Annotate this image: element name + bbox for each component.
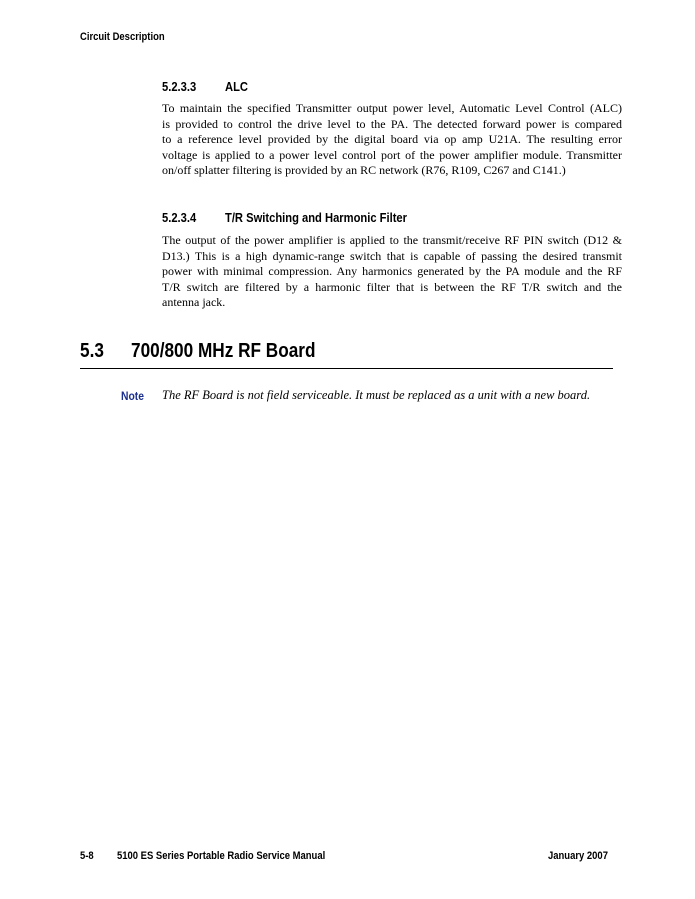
paragraph-line: on/off splatter filtering is provided by an RC network (R76, R109, C267 and C141.) [162,163,566,177]
paragraph-line: voltage is applied to a power level control port of the power amplifier module. Transmitter [162,147,622,162]
paragraph-line: D13.) This is a high dynamic-range switch that is capable of passing the desired transmit [162,248,622,263]
note-text: The RF Board is not field serviceable. It must be replaced as a unit with a new board. [162,388,591,402]
footer-date: January 2007 [548,850,608,862]
paragraph-line: power with minimal compression. Any harmonics generated by the PA module and the RF [162,264,622,278]
paragraph-line: To maintain the specified Transmitter output power level, Automatic Level Control (ALC) [162,101,622,115]
paragraph-line: is provided to control the drive level to the PA. The detected forward power is compared [162,116,622,131]
heading-rule [80,368,613,369]
paragraph-line: The output of the power amplifier is applied to the transmit/receive RF PIN switch (D12 & [162,233,622,247]
footer-page-number: 5-8 [80,850,94,862]
alc-paragraph [162,101,622,179]
running-header: Circuit Description [80,31,165,43]
note-label: Note [121,389,144,403]
footer-manual-title: 5100 ES Series Portable Radio Service Manual [117,850,326,862]
section-number-tr-switching: 5.2.3.4 [162,210,197,225]
section-number-rf-board: 5.3 [80,340,104,362]
section-title-rf-board: 700/800 MHz RF Board [131,340,316,362]
section-title-alc: ALC [225,79,248,94]
paragraph-line: to a reference level provided by the digital board via op amp U21A. The resulting error [162,132,622,146]
section-number-alc: 5.2.3.3 [162,79,197,94]
paragraph-line: antenna jack. [162,295,226,309]
paragraph-line: T/R switch are filtered by a harmonic filter that is between the RF T/R switch and the [162,279,622,294]
section-title-tr-switching: T/R Switching and Harmonic Filter [225,210,408,225]
tr-switching-paragraph [162,233,622,311]
